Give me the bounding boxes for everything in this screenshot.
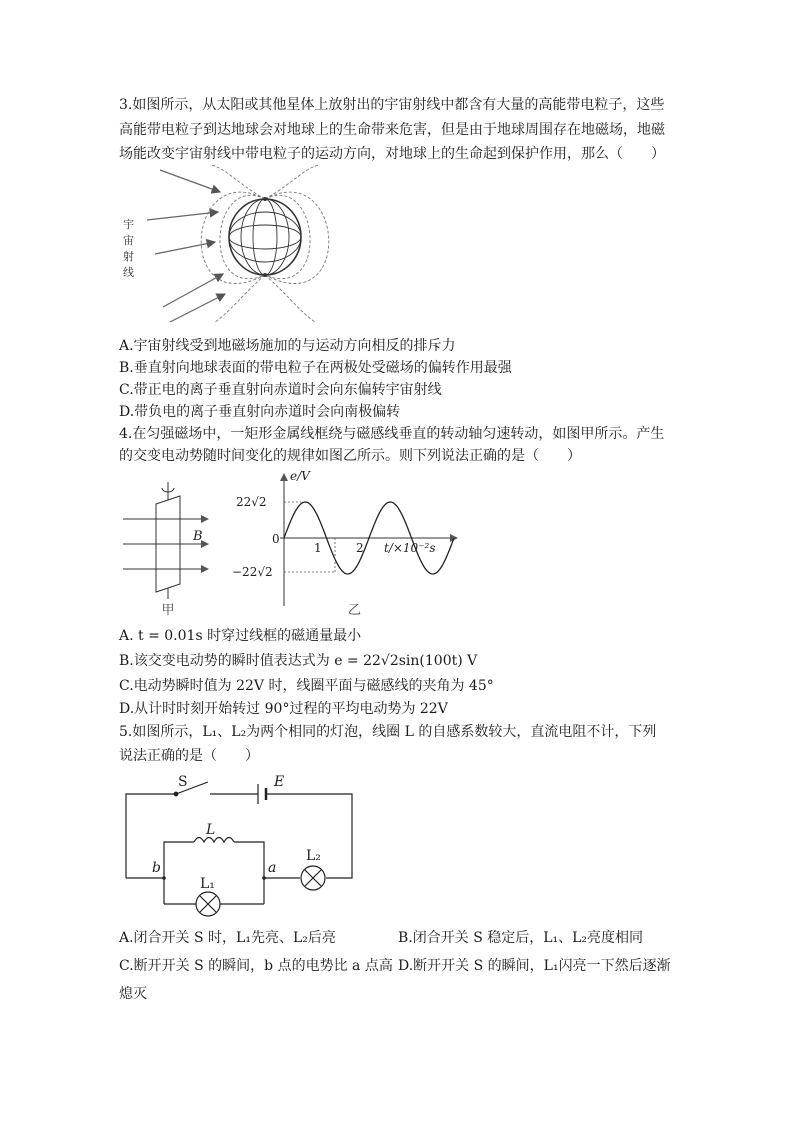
q5-option-d-line-2: 熄灭: [119, 986, 147, 1002]
origin-label: 0: [272, 532, 280, 546]
q3-option-a: A.宇宙射线受到地磁场施加的与运动方向相反的排斥力: [119, 338, 456, 354]
cosmic-ray-arrow: [147, 212, 218, 220]
q4-option-c: C.电动势瞬时值为 22V 时，线圈平面与磁感线的夹角为 45°: [119, 678, 494, 694]
x-axis-label: t/×10⁻²s: [384, 541, 436, 555]
switch-label: S: [178, 774, 188, 790]
q4-option-d: D.从计时时刻开始转过 90°过程的平均电动势为 22V: [119, 701, 448, 717]
q4-stem-line-2: 的交变电动势随时间变化的规律如图乙所示。则下列说法正确的是（ ）: [119, 448, 581, 464]
node-a-label: a: [268, 860, 277, 876]
figure-label-char: 线: [123, 267, 134, 279]
q3-option-c: C.带正电的离子垂直射向赤道时会向东偏转宇宙射线: [119, 382, 442, 398]
figure-label-char: 宙: [123, 235, 134, 247]
q3-stem-line-2: 高能带电粒子到达地球会对地球上的生命带来危害，但是由于地球周围存在地磁场，地磁: [119, 122, 665, 138]
q4-option-b: B.该交变电动势的瞬时值表达式为 e = 22√2sin(100t) V: [119, 653, 478, 669]
y-tick-bottom: −22√2: [232, 565, 273, 579]
lamp2-label: L₂: [306, 848, 321, 864]
q3-option-d: D.带负电的离子垂直射向赤道时会向南极偏转: [119, 404, 401, 420]
y-axis-label: e/V: [290, 469, 310, 483]
x-tick-2: 2: [356, 541, 364, 555]
magnetic-field-lines: [201, 165, 329, 322]
q3-stem-line-3: 场能改变宇宙射线中带电粒子的运动方向，对地球上的生命起到保护作用，那么（ ）: [119, 146, 665, 162]
rotating-coil-figure: [118, 474, 228, 619]
emf-time-graph: [232, 466, 482, 621]
node-b-label: b: [152, 860, 161, 876]
cosmic-ray-arrow: [160, 170, 220, 192]
q5-option-b: B.闭合开关 S 稳定后，L₁、L₂亮度相同: [398, 930, 644, 946]
figure-label-jia: 甲: [161, 603, 175, 618]
inductor-coil: [194, 838, 234, 843]
q3-stem-line-1: 3.如图所示，从太阳或其他星体上放射出的宇宙射线中都含有大量的高能带电粒子，这些: [119, 97, 665, 113]
figure-label-yi: 乙: [348, 603, 362, 618]
lamp1-label: L₁: [200, 876, 215, 892]
q5-stem-line-2: 说法正确的是（ ）: [119, 748, 259, 764]
x-tick-1: 1: [314, 541, 322, 555]
q5-stem-line-1: 5.如图所示，L₁、L₂为两个相同的灯泡，线圈 L 的自感系数较大，直流电阻不计，下列: [119, 724, 657, 740]
figure-label-char: 宇: [123, 219, 134, 231]
source-label: E: [274, 774, 285, 790]
inductor-label: L: [206, 822, 216, 838]
circuit-diagram: [120, 772, 360, 922]
q4-stem-line-1: 4.在匀强磁场中，一矩形金属线框绕与磁感线垂直的转动轴匀速转动，如图甲所示。产生: [119, 426, 665, 442]
cosmic-ray-arrow: [163, 274, 223, 307]
q3-option-b: B.垂直射向地球表面的带电粒子在两极处受磁场的偏转作用最强: [119, 360, 512, 376]
q5-option-a: A.闭合开关 S 时，L₁先亮、L₂后亮: [119, 930, 336, 946]
geomagnetic-field-figure: [115, 162, 355, 332]
figure-label-char: 射: [123, 251, 134, 263]
wire: [126, 794, 176, 878]
wire: [266, 794, 352, 878]
q5-option-c: C.断开开关 S 的瞬间，b 点的电势比 a 点高: [119, 958, 393, 974]
field-label-b: B: [193, 529, 203, 544]
q4-option-a: A. t = 0.01s 时穿过线框的磁通量最小: [119, 628, 362, 644]
q5-option-d-line-1: D.断开开关 S 的瞬间，L₁闪亮一下然后逐渐: [398, 958, 671, 974]
earth-globe: [229, 199, 301, 275]
y-tick-top: 22√2: [236, 495, 267, 509]
cosmic-ray-arrow: [155, 242, 215, 254]
